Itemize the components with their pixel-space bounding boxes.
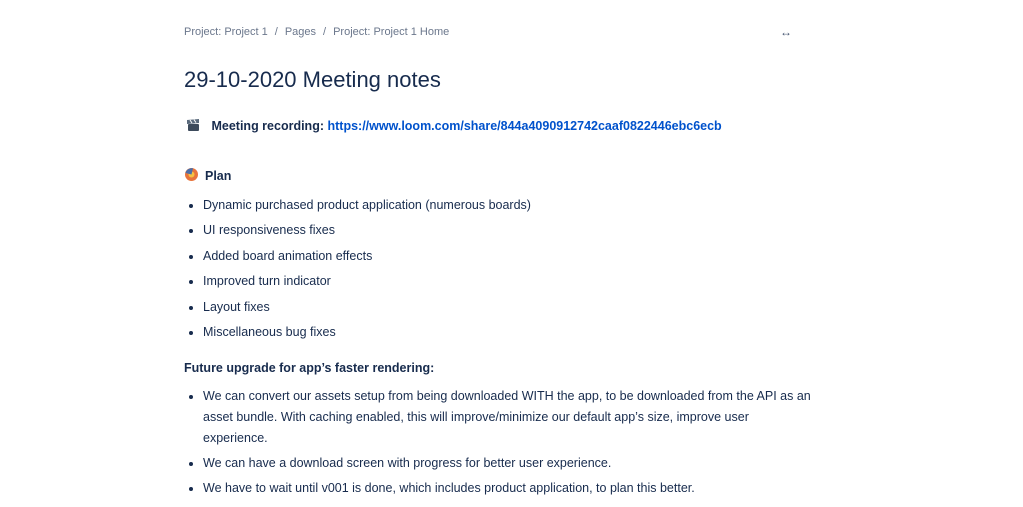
future-upgrade-list xyxy=(184,386,814,503)
movie-camera-icon xyxy=(186,119,202,135)
plan-heading-text: Plan xyxy=(205,169,232,183)
list-item: Miscellaneous bug fixes xyxy=(184,325,531,350)
list-item: We have to wait until v001 is done, which includes product application, to plan this better. xyxy=(184,478,814,499)
meeting-recording-line xyxy=(186,119,722,135)
plan-list xyxy=(184,198,531,350)
breadcrumb-item-project-home[interactable]: Project: Project 1 Home xyxy=(333,26,450,38)
list-item: UI responsiveness fixes xyxy=(184,223,531,248)
breadcrumb-separator: / xyxy=(274,26,278,38)
list-item: Added board animation effects xyxy=(184,249,531,274)
list-item: We can convert our assets setup from being downloaded WITH the app, to be downloaded from the API as an asset bundle. With caching enabled, this will improve/minimize our default app’s size, improve user experience. xyxy=(184,386,814,449)
planner-emoji-icon xyxy=(184,167,199,185)
breadcrumb xyxy=(184,26,449,38)
list-item: We can have a download screen with progress for better user experience. xyxy=(184,453,814,474)
page-title: 29-10-2020 Meeting notes xyxy=(184,67,441,92)
list-item: Layout fixes xyxy=(184,300,531,325)
breadcrumb-item-pages[interactable]: Pages xyxy=(284,26,317,38)
list-item: Improved turn indicator xyxy=(184,274,531,299)
list-item: Dynamic purchased product application (numerous boards) xyxy=(184,198,531,223)
breadcrumb-item-project[interactable]: Project: Project 1 xyxy=(184,26,268,38)
meeting-recording-link[interactable]: https://www.loom.com/share/844a4090912742caaf0822446ebc6ecb xyxy=(327,119,722,133)
breadcrumb-separator: / xyxy=(323,26,327,38)
meeting-recording-label: Meeting recording: xyxy=(211,119,324,133)
plan-heading xyxy=(184,167,231,185)
expand-width-icon[interactable]: ↔ xyxy=(780,25,792,39)
future-upgrade-heading: Future upgrade for app’s faster rendering: xyxy=(184,361,435,375)
